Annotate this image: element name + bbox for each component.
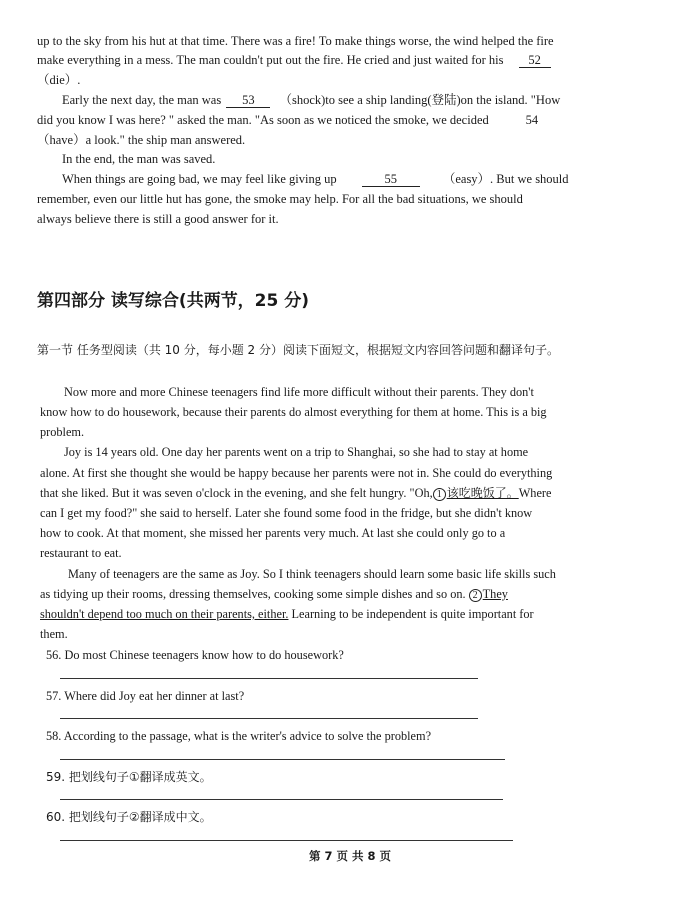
passage-text: as tidying up their rooms, dressing themselves, cooking some simple dishes and so on. xyxy=(40,587,466,601)
passage-line: Now more and more Chinese teenagers find life more difficult without their parents. They don't xyxy=(64,385,534,399)
underlined-sentence-1: 该吃晚饭了。 xyxy=(446,486,519,500)
underlined-sentence-2: shouldn't depend too much on their parents, either. xyxy=(40,607,289,621)
blank-54[interactable]: 54 xyxy=(525,113,539,127)
passage-line: problem. xyxy=(40,425,85,439)
blank-55[interactable]: 55 xyxy=(362,172,420,187)
question-58: 58. According to the passage, what is the writer's advice to solve the problem? xyxy=(46,729,432,743)
question-59: 59. 把划线句子①翻译成英文。 xyxy=(46,770,212,784)
cloze-line: up to the sky from his hut at that time. There was a fire! To make things worse, the wind helped the fire xyxy=(37,34,554,48)
passage-text: Where xyxy=(518,486,552,500)
circled-number-1: 1 xyxy=(433,488,446,501)
cloze-line xyxy=(62,90,560,110)
cloze-text: Early the next day, the man was xyxy=(62,93,222,107)
cloze-text: did you know I was here? " asked the man. "As soon as we noticed the smoke, we decided xyxy=(37,113,489,127)
passage-line: Joy is 14 years old. One day her parents went on a trip to Shanghai, so she had to stay at home xyxy=(64,445,529,459)
passage-line: alone. At first she thought she would be happy because her parents were not in. She could do everything xyxy=(40,466,553,480)
cloze-line: In the end, the man was saved. xyxy=(62,152,216,166)
cloze-line xyxy=(37,110,544,130)
cloze-text: make everything in a mess. The man couldn't put out the fire. He cried and just waited for his xyxy=(37,53,504,67)
question-60: 60. 把划线句子②翻译成中文。 xyxy=(46,810,212,824)
blank-52[interactable]: 52 xyxy=(519,53,551,68)
passage-line xyxy=(40,483,605,503)
page-number: 第 7 页 共 8 页 xyxy=(308,849,392,863)
passage-line xyxy=(40,604,605,624)
question-56: 56. Do most Chinese teenagers know how to do housework? xyxy=(46,648,344,662)
cloze-line: remember, even our little hut has gone, the smoke may help. For all the bad situations, we should xyxy=(37,192,523,206)
question-57: 57. Where did Joy eat her dinner at last? xyxy=(46,689,245,703)
cloze-line: （have）a look." the ship man answered. xyxy=(37,133,246,147)
answer-line-57[interactable] xyxy=(60,718,478,719)
cloze-line: （die）. xyxy=(37,73,81,87)
answer-line-59[interactable] xyxy=(60,799,503,800)
circled-number-2: 2 xyxy=(469,589,482,602)
answer-line-58[interactable] xyxy=(60,759,505,760)
passage-text: Learning to be independent is quite important for xyxy=(291,607,534,621)
cloze-line xyxy=(62,169,569,189)
passage-text: that she liked. But it was seven o'clock in the evening, and she felt hungry. "Oh, xyxy=(40,486,433,500)
cloze-text: （easy）. But we should xyxy=(442,172,569,186)
passage-line: how to cook. At that moment, she missed her parents very much. At last she could only go to a xyxy=(40,526,506,540)
passage-line: can I get my food?" she said to herself. Later she found some food in the fridge, but she didn't know xyxy=(40,506,533,520)
answer-line-56[interactable] xyxy=(60,678,478,679)
subsection-instructions: 第一节 任务型阅读（共 10 分，每小题 2 分）阅读下面短文，根据短文内容回答问题和翻译句子。 xyxy=(37,343,559,357)
cloze-text: （shock)to see a ship landing(登陆)on the island. "How xyxy=(279,93,561,107)
cloze-line xyxy=(37,50,551,70)
cloze-line: always believe there is still a good answer for it. xyxy=(37,212,279,226)
passage-line: Many of teenagers are the same as Joy. So I think teenagers should learn some basic life skills such xyxy=(68,567,556,581)
cloze-text: When things are going bad, we may feel like giving up xyxy=(62,172,337,186)
passage-line: know how to do housework, because their parents do almost everything for them at home. This is a big xyxy=(40,405,547,419)
passage-line xyxy=(40,584,605,604)
passage-line: restaurant to eat. xyxy=(40,546,122,560)
passage-line: them. xyxy=(40,627,68,641)
answer-line-60[interactable] xyxy=(60,840,513,841)
blank-53[interactable]: 53 xyxy=(226,93,270,108)
section-title: 第四部分 读写综合(共两节，25 分) xyxy=(37,291,310,311)
underlined-sentence-2: They xyxy=(482,587,508,601)
